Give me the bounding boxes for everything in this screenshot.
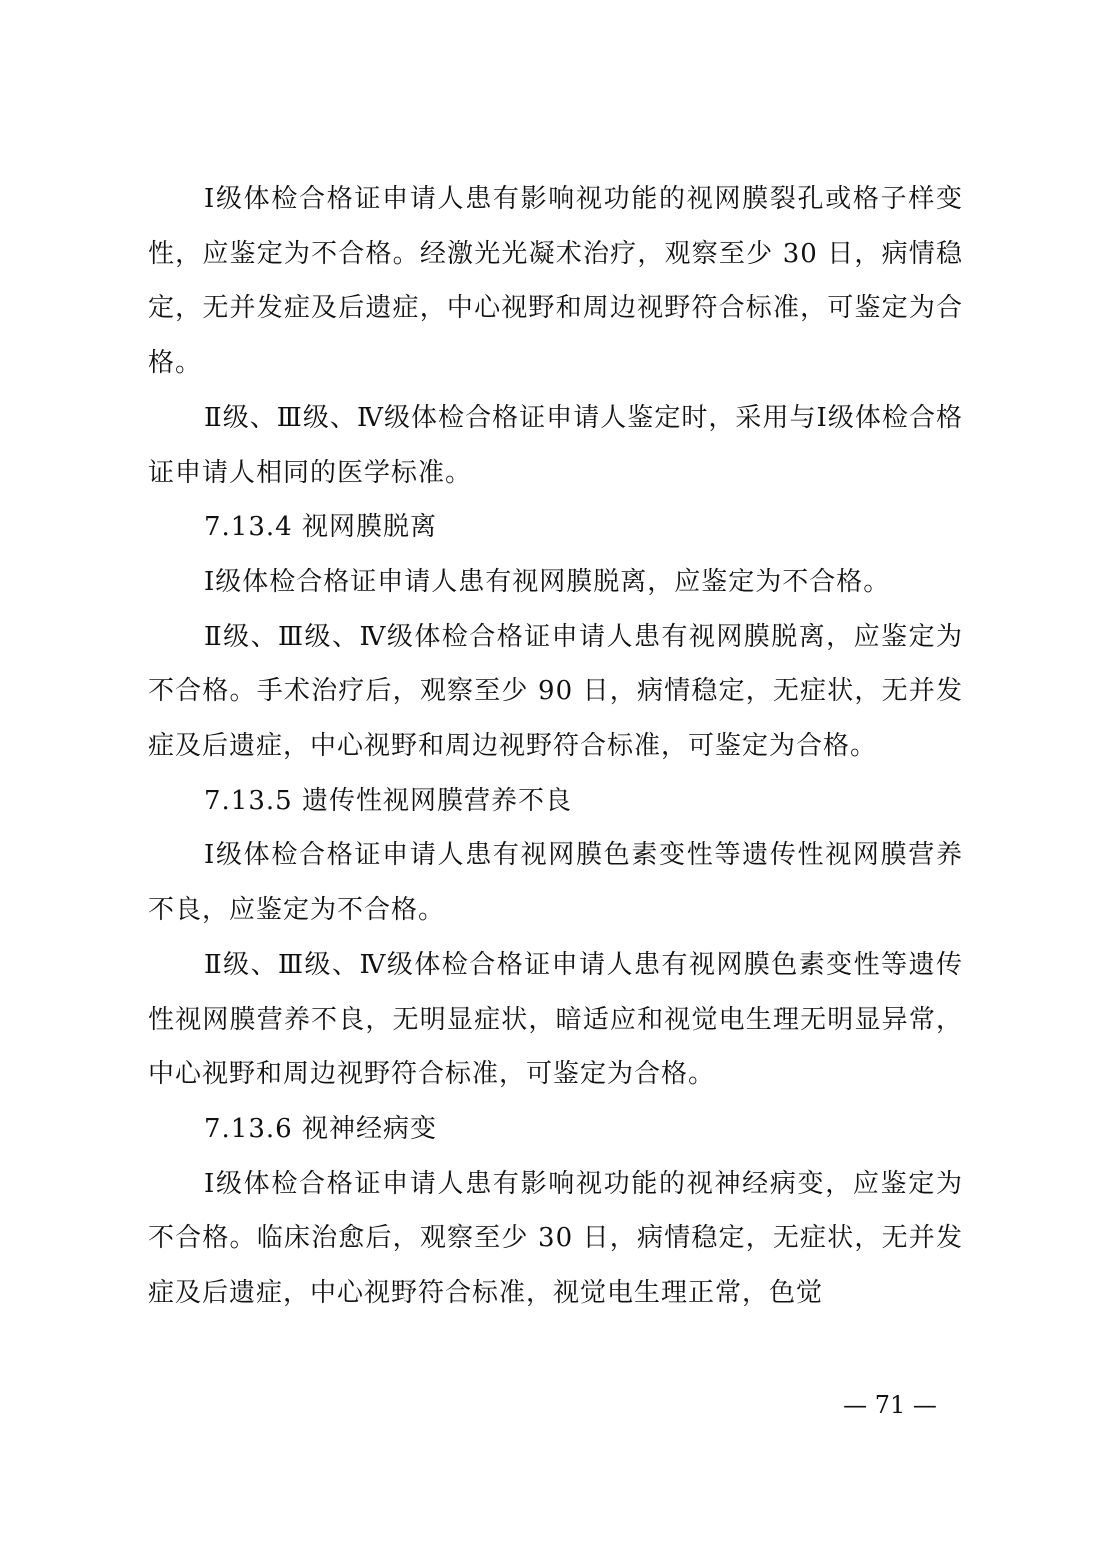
section-heading-7-13-4: 7.13.4 视网膜脱离	[204, 512, 437, 543]
paragraph-dystrophy-class-2-4: Ⅱ级、Ⅲ级、Ⅳ级体检合格证申请人患有视网膜色素变性等遗传性视网膜营养不良，无明显症状，暗适应和视觉电生理无明显异常，中心视野和周边视野符合标准，可鉴定为合格。	[148, 949, 963, 1090]
paragraph-dystrophy-class-1: Ⅰ级体检合格证申请人患有视网膜色素变性等遗传性视网膜营养不良，应鉴定为不合格。	[148, 840, 963, 926]
paragraph-retinal-detachment-class-2-4: Ⅱ级、Ⅲ级、Ⅳ级体检合格证申请人患有视网膜脱离，应鉴定为不合格。手术治疗后，观察至少 90 日，病情稳定，无症状，无并发症及后遗症，中心视野和周边视野符合标准，可鉴定为合格。	[148, 621, 963, 762]
section-heading-7-13-5: 7.13.5 遗传性视网膜营养不良	[204, 785, 572, 816]
document-body	[148, 172, 963, 1321]
paragraph-retinal-hole-class-2-4: Ⅱ级、Ⅲ级、Ⅳ级体检合格证申请人鉴定时，采用与Ⅰ级体检合格证申请人相同的医学标准。	[148, 402, 963, 488]
paragraph-optic-neuropathy-class-1: Ⅰ级体检合格证申请人患有影响视功能的视神经病变，应鉴定为不合格。临床治愈后，观察至少 30 日，病情稳定，无症状，无并发症及后遗症，中心视野符合标准，视觉电生理正常，色觉	[148, 1168, 963, 1309]
paragraph-retinal-detachment-class-1: Ⅰ级体检合格证申请人患有视网膜脱离，应鉴定为不合格。	[204, 566, 891, 597]
paragraph-retinal-hole-class-1: Ⅰ级体检合格证申请人患有影响视功能的视网膜裂孔或格子样变性，应鉴定为不合格。经激光光凝术治疗，观察至少 30 日，病情稳定，无并发症及后遗症，中心视野和周边视野符合标准，可鉴定为合格。	[148, 184, 963, 379]
page-number: — 71 —	[843, 1391, 937, 1419]
section-heading-7-13-6: 7.13.6 视神经病变	[204, 1113, 437, 1144]
